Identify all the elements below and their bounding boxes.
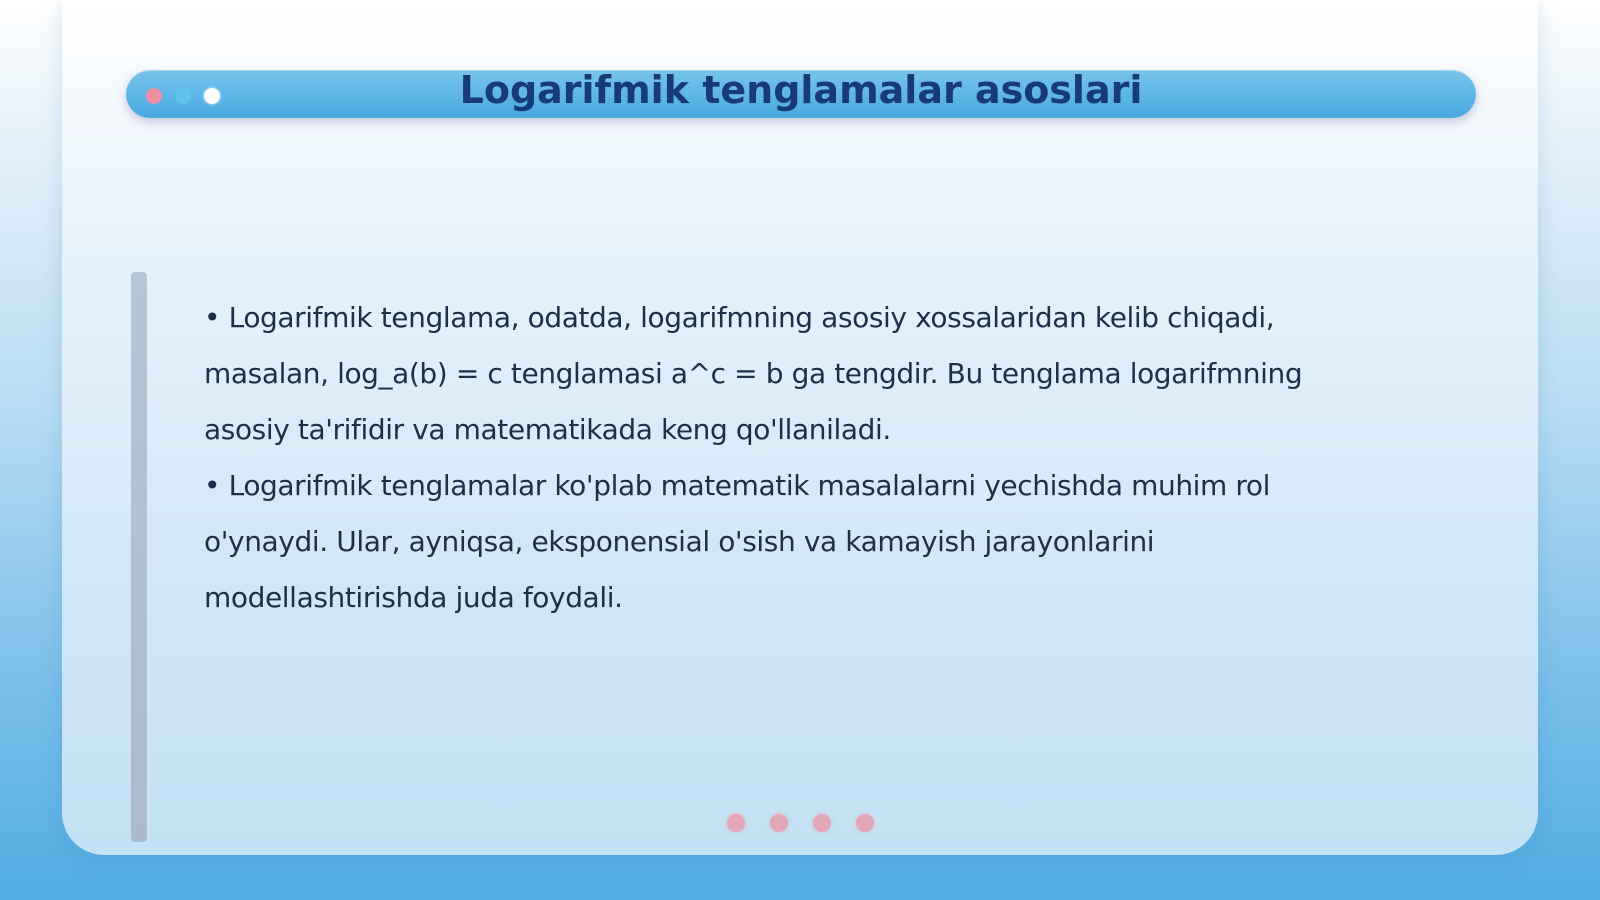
bullet-item: • Logarifmik tenglama, odatda, logarifmning asosiy xossalaridan kelib chiqadi, masalan, log_a(b) = c tenglamasi a^c = b ga tengdir. Bu tenglama logarifmning asosiy ta'rifidir va matematikada keng qo'llaniladi. [204, 301, 1303, 446]
blue-dot-icon [175, 88, 191, 104]
red-dot-icon [146, 88, 162, 104]
pager-dot-icon [856, 814, 874, 832]
white-dot-icon [204, 88, 220, 104]
slide-title: Logarifmik tenglamalar asoslari [459, 68, 1143, 112]
title-bar [126, 70, 1476, 118]
pager-dot-icon [770, 814, 788, 832]
pager-dot-icon [813, 814, 831, 832]
slide-content [204, 290, 1374, 626]
pager-dot-icon [727, 814, 745, 832]
bullet-item: • Logarifmik tenglamalar ko'plab matematik masalalarni yechishda muhim rol o'ynaydi. Ular, ayniqsa, eksponensial o'sish va kamayish jarayonlarini modellashtirishda juda foydali. [204, 469, 1271, 614]
side-accent-bar [131, 272, 147, 842]
